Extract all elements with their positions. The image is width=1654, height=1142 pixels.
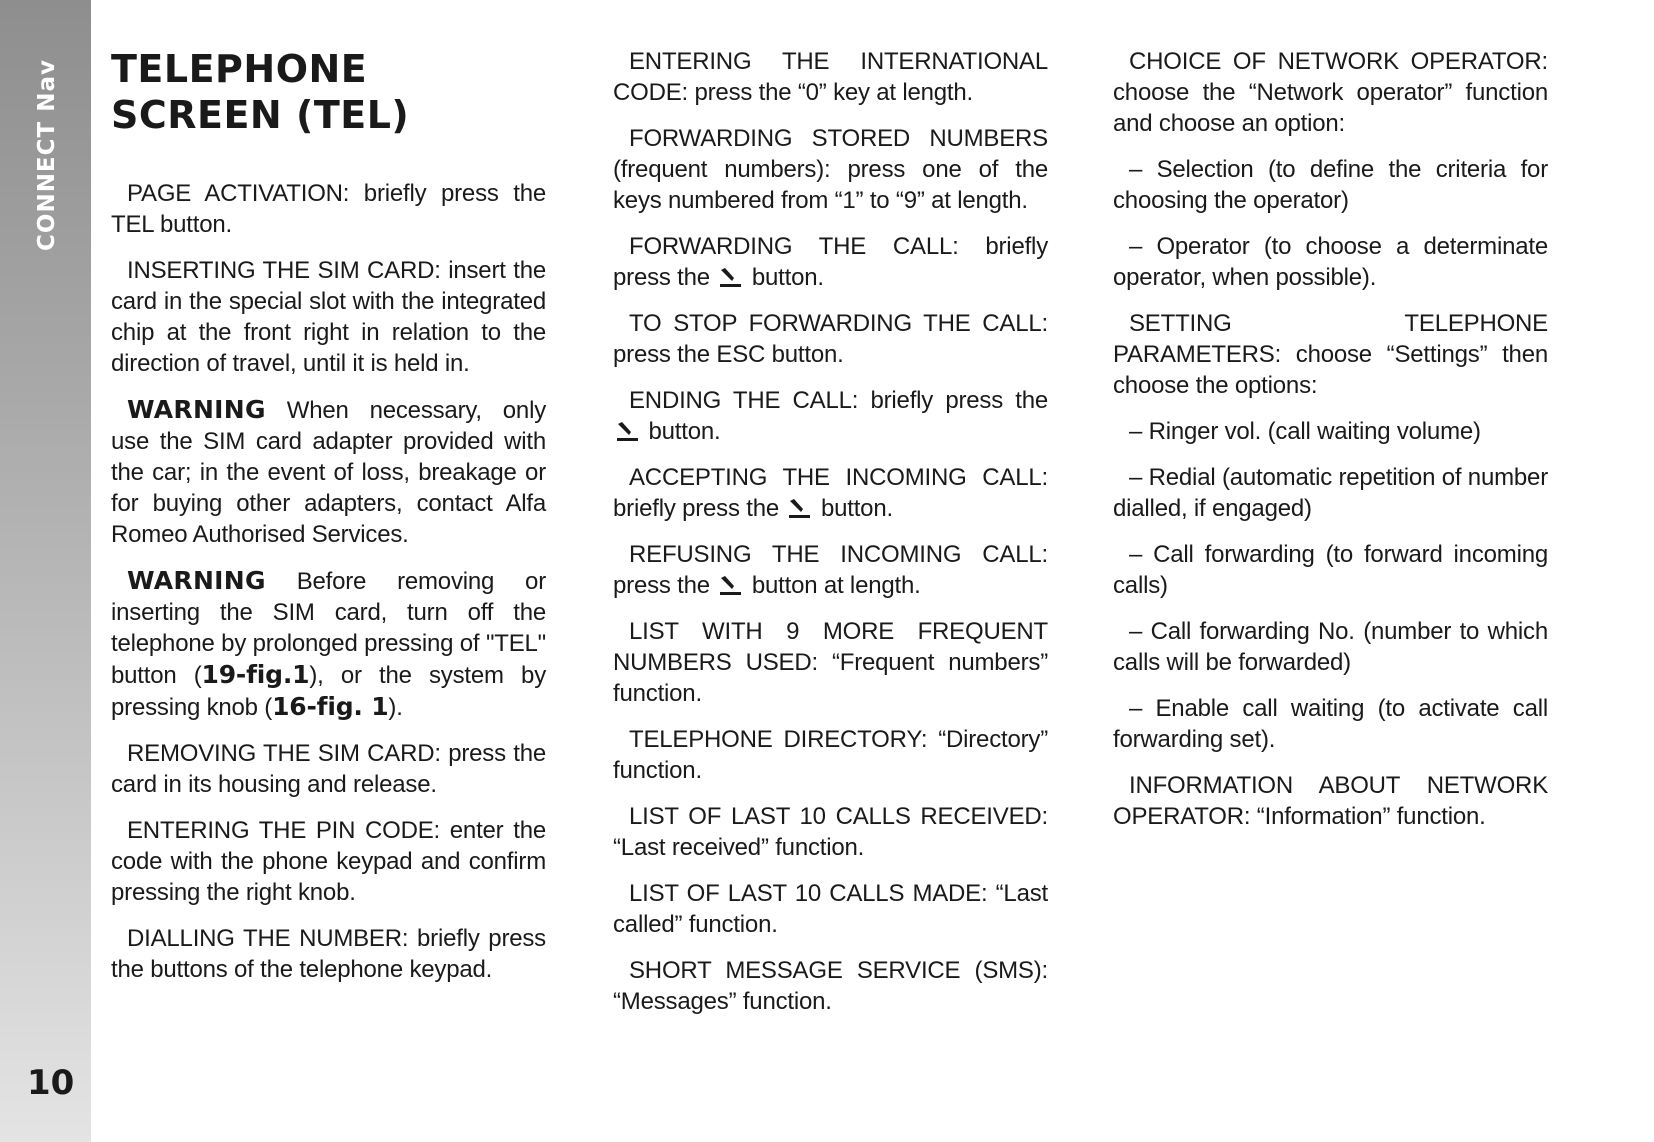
paragraph-text: ENDING THE CALL: briefly press the — [629, 387, 1048, 414]
list-item-ringer-vol: – Ringer vol. (call waiting volume) — [1129, 418, 1481, 445]
paragraph-text: button at length. — [745, 572, 921, 599]
column-right — [1113, 46, 1548, 847]
paragraph-pin-code: ENTERING THE PIN CODE: enter the code with the phone keypad and confirm pressing the right knob. — [111, 817, 546, 906]
warning-text: ), or the system by pressing knob ( — [111, 662, 546, 721]
paragraph-text: button. — [814, 495, 893, 522]
paragraph-last-received: LIST OF LAST 10 CALLS RECEIVED: “Last received” function. — [613, 803, 1048, 861]
figure-reference: 16-fig. 1 — [272, 692, 389, 721]
list-item-redial: – Redial (automatic repetition of number dialled, if engaged) — [1113, 464, 1548, 522]
paragraph-accepting-call — [613, 462, 1048, 524]
paragraph-text: REFUSING THE INCOMING CALL: press the — [613, 541, 1048, 599]
list-item-call-forwarding-no: – Call forwarding No. (number to which calls will be forwarded) — [1113, 618, 1548, 676]
paragraph-stop-forwarding: TO STOP FORWARDING THE CALL: press the ESC button. — [613, 310, 1048, 368]
paragraph-text: button. — [642, 418, 721, 445]
paragraph-frequent-numbers: LIST WITH 9 MORE FREQUENT NUMBERS USED: “Frequent numbers” function. — [613, 618, 1048, 707]
page-number: 10 — [27, 1063, 75, 1103]
paragraph-removing-sim: REMOVING THE SIM CARD: press the card in its housing and release. — [111, 740, 546, 798]
page-title: TELEPHONE SCREEN (TEL) — [111, 47, 410, 137]
section-label: CONNECT Nav — [34, 59, 60, 251]
paragraph-dialling: DIALLING THE NUMBER: briefly press the buttons of the telephone keypad. — [111, 925, 546, 983]
warning-label: WARNING — [127, 566, 266, 595]
paragraph-text: ACCEPTING THE INCOMING CALL: briefly press the — [613, 464, 1048, 522]
side-band — [0, 0, 91, 1142]
list-item-selection: – Selection (to define the criteria for choosing the operator) — [1113, 156, 1548, 214]
paragraph-network-operator: CHOICE OF NETWORK OPERATOR: choose the “Network operator” function and choose an option: — [1113, 48, 1548, 137]
column-left — [111, 46, 546, 1000]
paragraph-text: FORWARDING THE CALL: briefly press the — [613, 233, 1048, 291]
paragraph-refusing-call — [613, 539, 1048, 601]
warning-text: Before removing or inserting the SIM card, turn off the telephone by prolonged pressing of "TEL" button ( — [111, 568, 546, 689]
paragraph-forwarding-call — [613, 231, 1048, 293]
paragraph-sms: SHORT MESSAGE SERVICE (SMS): “Messages” function. — [613, 957, 1048, 1015]
warning-adapter — [111, 394, 546, 550]
list-item-call-forwarding: – Call forwarding (to forward incoming calls) — [1113, 541, 1548, 599]
warning-text: When necessary, only use the SIM card adapter provided with the car; in the event of loss, breakage or for buying other adapters, contact Alfa Romeo Authorised Services. — [111, 397, 546, 548]
list-item-operator: – Operator (to choose a determinate operator, when possible). — [1113, 233, 1548, 291]
column-middle — [613, 46, 1048, 1032]
paragraph-international-code: ENTERING THE INTERNATIONAL CODE: press the “0” key at length. — [613, 48, 1048, 106]
warning-label: WARNING — [127, 395, 266, 424]
paragraph-directory: TELEPHONE DIRECTORY: “Directory” function. — [613, 726, 1048, 784]
phone-handset-icon — [615, 419, 640, 443]
phone-handset-icon — [718, 265, 743, 289]
paragraph-stored-numbers: FORWARDING STORED NUMBERS (frequent numbers): press one of the keys numbered from “1” to “9” at length. — [613, 125, 1048, 214]
paragraph-ending-call — [613, 385, 1048, 447]
paragraph-page-activation: PAGE ACTIVATION: briefly press the TEL button. — [111, 180, 546, 238]
paragraph-text: button. — [745, 264, 824, 291]
paragraph-last-called: LIST OF LAST 10 CALLS MADE: “Last called” function. — [613, 880, 1048, 938]
paragraph-network-info: INFORMATION ABOUT NETWORK OPERATOR: “Information” function. — [1113, 772, 1548, 830]
paragraph-telephone-parameters: SETTING TELEPHONE PARAMETERS: choose “Settings” then choose the options: — [1113, 310, 1548, 399]
warning-remove-sim — [111, 565, 546, 723]
paragraph-inserting-sim: INSERTING THE SIM CARD: insert the card in the special slot with the integrated chip at the front right in relation to the direction of travel, until it is held in. — [111, 257, 546, 377]
phone-handset-icon — [718, 573, 743, 597]
phone-handset-icon — [787, 496, 812, 520]
warning-text: ). — [388, 694, 403, 721]
figure-reference: 19-fig.1 — [201, 660, 310, 689]
list-item-call-waiting: – Enable call waiting (to activate call forwarding set). — [1113, 695, 1548, 753]
